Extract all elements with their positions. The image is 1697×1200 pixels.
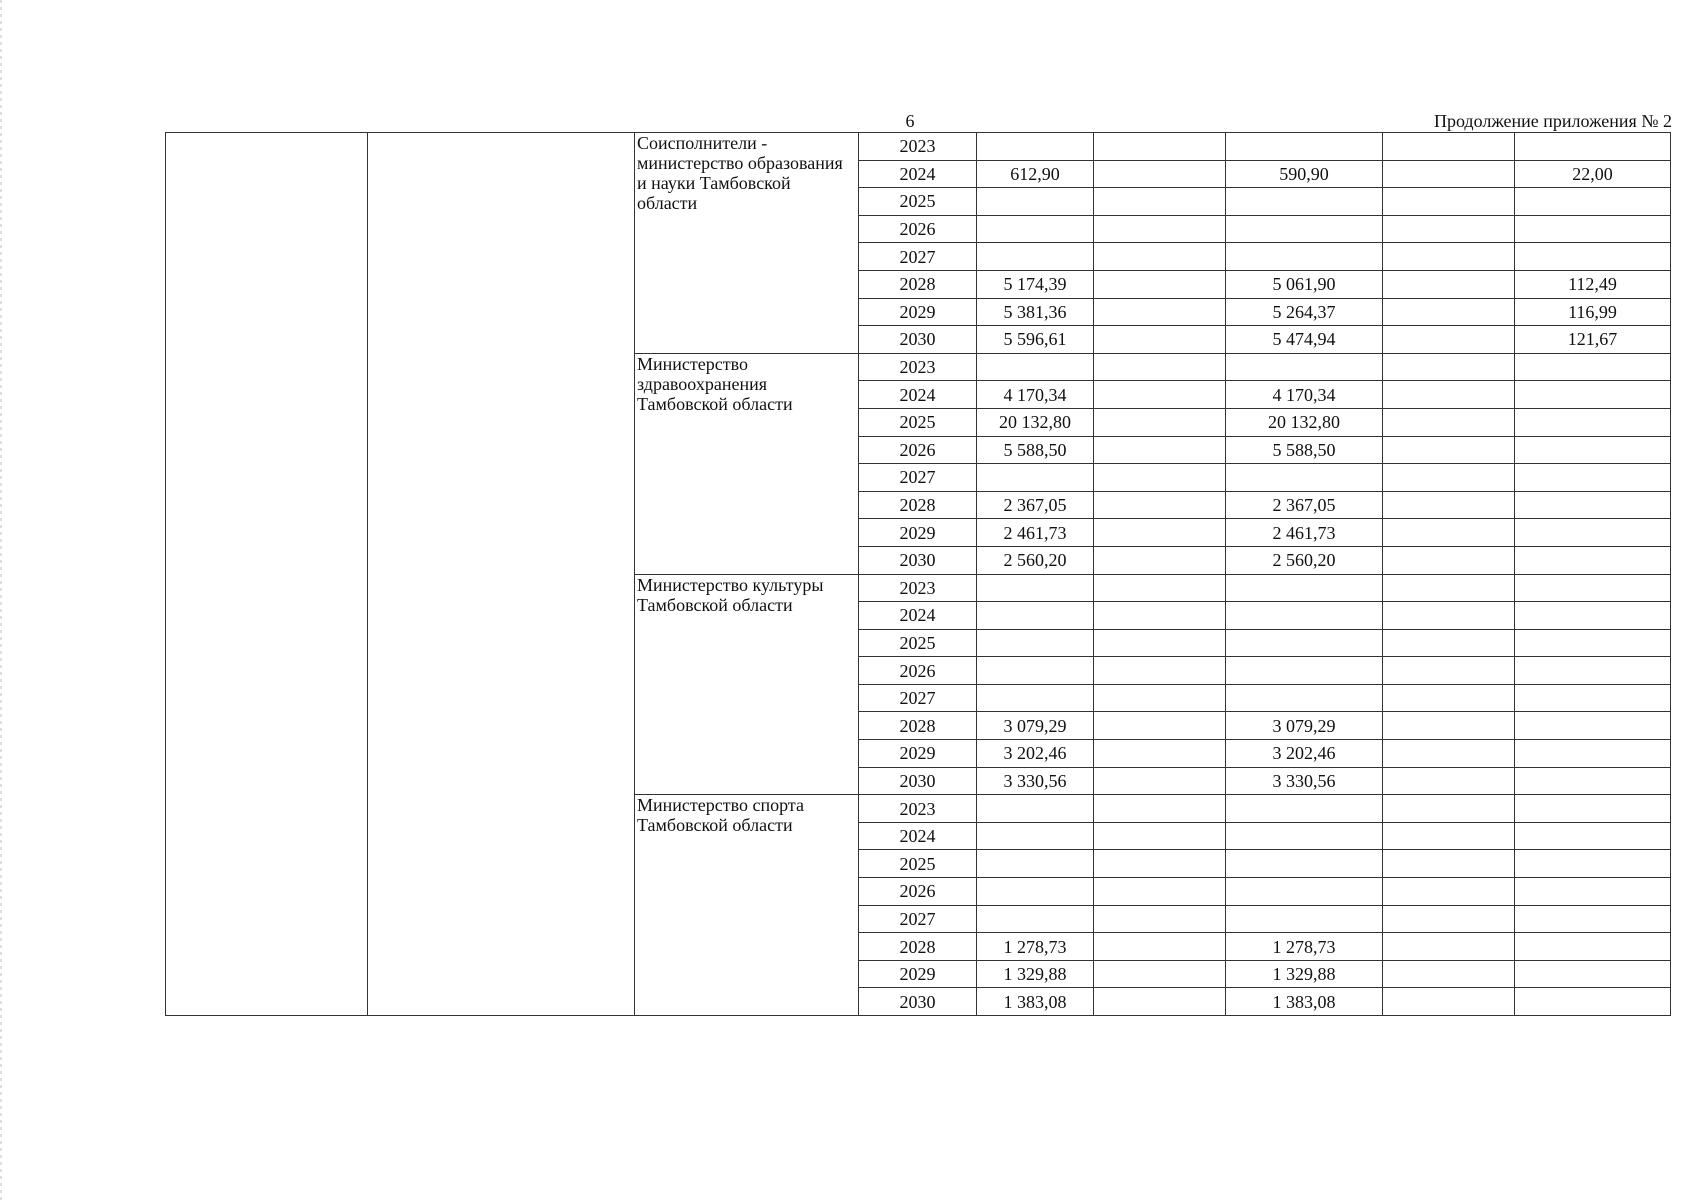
value-cell-5 [1515,795,1671,823]
value-cell-2 [1094,684,1226,712]
year-cell: 2029 [859,960,977,988]
executor-name: Министерство спорта Тамбовской области [635,795,859,1016]
value-cell-3: 1 383,08 [1226,988,1383,1016]
total-cell [977,464,1094,492]
value-cell-4 [1383,878,1515,906]
total-cell [977,905,1094,933]
value-cell-4 [1383,270,1515,298]
value-cell-2 [1094,133,1226,161]
value-cell-3 [1226,795,1383,823]
value-cell-3: 5 474,94 [1226,326,1383,354]
value-cell-2 [1094,574,1226,602]
total-cell [977,684,1094,712]
total-cell [977,795,1094,823]
value-cell-5 [1515,381,1671,409]
value-cell-5 [1515,436,1671,464]
total-cell: 1 383,08 [977,988,1094,1016]
total-cell [977,188,1094,216]
year-cell: 2024 [859,381,977,409]
value-cell-2 [1094,878,1226,906]
value-cell-2 [1094,491,1226,519]
value-cell-3: 4 170,34 [1226,381,1383,409]
value-cell-4 [1383,684,1515,712]
total-cell [977,878,1094,906]
budget-table-body [166,133,1671,1016]
year-cell: 2024 [859,822,977,850]
value-cell-4 [1383,298,1515,326]
value-cell-3 [1226,188,1383,216]
value-cell-5 [1515,519,1671,547]
value-cell-2 [1094,850,1226,878]
value-cell-2 [1094,160,1226,188]
value-cell-2 [1094,353,1226,381]
year-cell: 2024 [859,160,977,188]
value-cell-4 [1383,381,1515,409]
total-cell: 1 278,73 [977,933,1094,961]
value-cell-2 [1094,657,1226,685]
total-cell: 5 381,36 [977,298,1094,326]
value-cell-5 [1515,905,1671,933]
value-cell-2 [1094,436,1226,464]
value-cell-4 [1383,629,1515,657]
value-cell-5 [1515,850,1671,878]
value-cell-5 [1515,933,1671,961]
value-cell-4 [1383,326,1515,354]
value-cell-2 [1094,822,1226,850]
year-cell: 2026 [859,878,977,906]
total-cell: 5 174,39 [977,270,1094,298]
year-cell: 2029 [859,519,977,547]
value-cell-5: 112,49 [1515,270,1671,298]
year-cell: 2029 [859,298,977,326]
total-cell [977,602,1094,630]
value-cell-2 [1094,270,1226,298]
value-cell-5 [1515,133,1671,161]
value-cell-5 [1515,629,1671,657]
value-cell-3: 3 079,29 [1226,712,1383,740]
value-cell-3 [1226,822,1383,850]
value-cell-2 [1094,960,1226,988]
total-cell [977,353,1094,381]
value-cell-3: 5 061,90 [1226,270,1383,298]
value-cell-4 [1383,519,1515,547]
value-cell-3: 1 278,73 [1226,933,1383,961]
value-cell-5 [1515,960,1671,988]
appendix-continuation-label: Продолжение приложения № 2 [1433,111,1672,131]
value-cell-2 [1094,905,1226,933]
value-cell-3 [1226,243,1383,271]
value-cell-3 [1226,878,1383,906]
year-cell: 2026 [859,436,977,464]
value-cell-5 [1515,546,1671,574]
value-cell-5 [1515,215,1671,243]
value-cell-5 [1515,574,1671,602]
year-cell: 2023 [859,353,977,381]
value-cell-3: 590,90 [1226,160,1383,188]
value-cell-2 [1094,326,1226,354]
value-cell-5 [1515,464,1671,492]
blank-column-2 [368,133,635,1016]
value-cell-4 [1383,740,1515,768]
total-cell: 3 079,29 [977,712,1094,740]
year-cell: 2028 [859,491,977,519]
executor-name: Соисполнители - министерство образования и науки Тамбовской области [635,133,859,354]
year-cell: 2028 [859,712,977,740]
value-cell-4 [1383,960,1515,988]
year-cell: 2028 [859,933,977,961]
year-cell: 2025 [859,629,977,657]
value-cell-3: 2 367,05 [1226,491,1383,519]
year-cell: 2028 [859,270,977,298]
value-cell-2 [1094,602,1226,630]
executor-name: Министерство культуры Тамбовской области [635,574,859,795]
value-cell-2 [1094,243,1226,271]
value-cell-2 [1094,546,1226,574]
year-cell: 2030 [859,988,977,1016]
page-number: 6 [905,111,915,131]
value-cell-5: 121,67 [1515,326,1671,354]
value-cell-3 [1226,657,1383,685]
year-cell: 2026 [859,215,977,243]
value-cell-2 [1094,767,1226,795]
total-cell: 4 170,34 [977,381,1094,409]
value-cell-2 [1094,464,1226,492]
value-cell-3: 2 560,20 [1226,546,1383,574]
year-cell: 2030 [859,326,977,354]
value-cell-3: 3 330,56 [1226,767,1383,795]
value-cell-4 [1383,464,1515,492]
value-cell-4 [1383,215,1515,243]
value-cell-3 [1226,684,1383,712]
value-cell-5 [1515,767,1671,795]
value-cell-5 [1515,684,1671,712]
value-cell-5 [1515,712,1671,740]
value-cell-2 [1094,712,1226,740]
year-cell: 2023 [859,574,977,602]
value-cell-5 [1515,243,1671,271]
value-cell-2 [1094,298,1226,326]
value-cell-4 [1383,905,1515,933]
value-cell-4 [1383,657,1515,685]
value-cell-5 [1515,740,1671,768]
value-cell-3 [1226,850,1383,878]
value-cell-2 [1094,988,1226,1016]
value-cell-4 [1383,602,1515,630]
value-cell-4 [1383,767,1515,795]
value-cell-3: 2 461,73 [1226,519,1383,547]
value-cell-4 [1383,850,1515,878]
value-cell-2 [1094,629,1226,657]
value-cell-3 [1226,353,1383,381]
total-cell [977,215,1094,243]
total-cell: 20 132,80 [977,408,1094,436]
value-cell-3 [1226,133,1383,161]
year-cell: 2030 [859,546,977,574]
value-cell-4 [1383,188,1515,216]
value-cell-3: 5 264,37 [1226,298,1383,326]
value-cell-3: 3 202,46 [1226,740,1383,768]
value-cell-2 [1094,381,1226,409]
table-row [166,133,1671,161]
value-cell-5 [1515,602,1671,630]
value-cell-2 [1094,188,1226,216]
budget-table [165,132,1671,1016]
value-cell-5 [1515,408,1671,436]
year-cell: 2024 [859,602,977,630]
value-cell-3 [1226,629,1383,657]
value-cell-2 [1094,519,1226,547]
value-cell-2 [1094,795,1226,823]
year-cell: 2026 [859,657,977,685]
value-cell-4 [1383,353,1515,381]
total-cell [977,822,1094,850]
total-cell [977,133,1094,161]
value-cell-4 [1383,574,1515,602]
value-cell-3 [1226,215,1383,243]
value-cell-3: 20 132,80 [1226,408,1383,436]
scan-edge-artifact [0,0,2,1200]
value-cell-5 [1515,822,1671,850]
year-cell: 2023 [859,795,977,823]
value-cell-2 [1094,933,1226,961]
value-cell-4 [1383,712,1515,740]
value-cell-4 [1383,133,1515,161]
total-cell: 2 560,20 [977,546,1094,574]
total-cell [977,850,1094,878]
value-cell-2 [1094,215,1226,243]
value-cell-5 [1515,188,1671,216]
value-cell-3 [1226,464,1383,492]
value-cell-4 [1383,491,1515,519]
value-cell-5: 116,99 [1515,298,1671,326]
value-cell-4 [1383,436,1515,464]
total-cell: 3 330,56 [977,767,1094,795]
total-cell: 2 367,05 [977,491,1094,519]
year-cell: 2029 [859,740,977,768]
blank-column-1 [166,133,368,1016]
value-cell-4 [1383,988,1515,1016]
value-cell-5 [1515,988,1671,1016]
year-cell: 2027 [859,684,977,712]
executor-name: Министерство здравоохранения Тамбовской области [635,353,859,574]
year-cell: 2025 [859,408,977,436]
year-cell: 2025 [859,850,977,878]
value-cell-3 [1226,602,1383,630]
value-cell-5 [1515,657,1671,685]
year-cell: 2023 [859,133,977,161]
total-cell [977,657,1094,685]
year-cell: 2027 [859,464,977,492]
value-cell-4 [1383,933,1515,961]
total-cell: 612,90 [977,160,1094,188]
value-cell-4 [1383,795,1515,823]
value-cell-5: 22,00 [1515,160,1671,188]
value-cell-3 [1226,905,1383,933]
year-cell: 2027 [859,905,977,933]
total-cell [977,243,1094,271]
year-cell: 2027 [859,243,977,271]
total-cell: 5 596,61 [977,326,1094,354]
year-cell: 2025 [859,188,977,216]
value-cell-5 [1515,353,1671,381]
value-cell-4 [1383,822,1515,850]
total-cell: 2 461,73 [977,519,1094,547]
value-cell-4 [1383,160,1515,188]
value-cell-2 [1094,740,1226,768]
value-cell-2 [1094,408,1226,436]
value-cell-5 [1515,491,1671,519]
total-cell: 1 329,88 [977,960,1094,988]
value-cell-4 [1383,243,1515,271]
total-cell [977,629,1094,657]
total-cell: 5 588,50 [977,436,1094,464]
value-cell-5 [1515,878,1671,906]
total-cell: 3 202,46 [977,740,1094,768]
total-cell [977,574,1094,602]
value-cell-3 [1226,574,1383,602]
value-cell-3: 1 329,88 [1226,960,1383,988]
value-cell-4 [1383,408,1515,436]
year-cell: 2030 [859,767,977,795]
value-cell-3: 5 588,50 [1226,436,1383,464]
value-cell-4 [1383,546,1515,574]
